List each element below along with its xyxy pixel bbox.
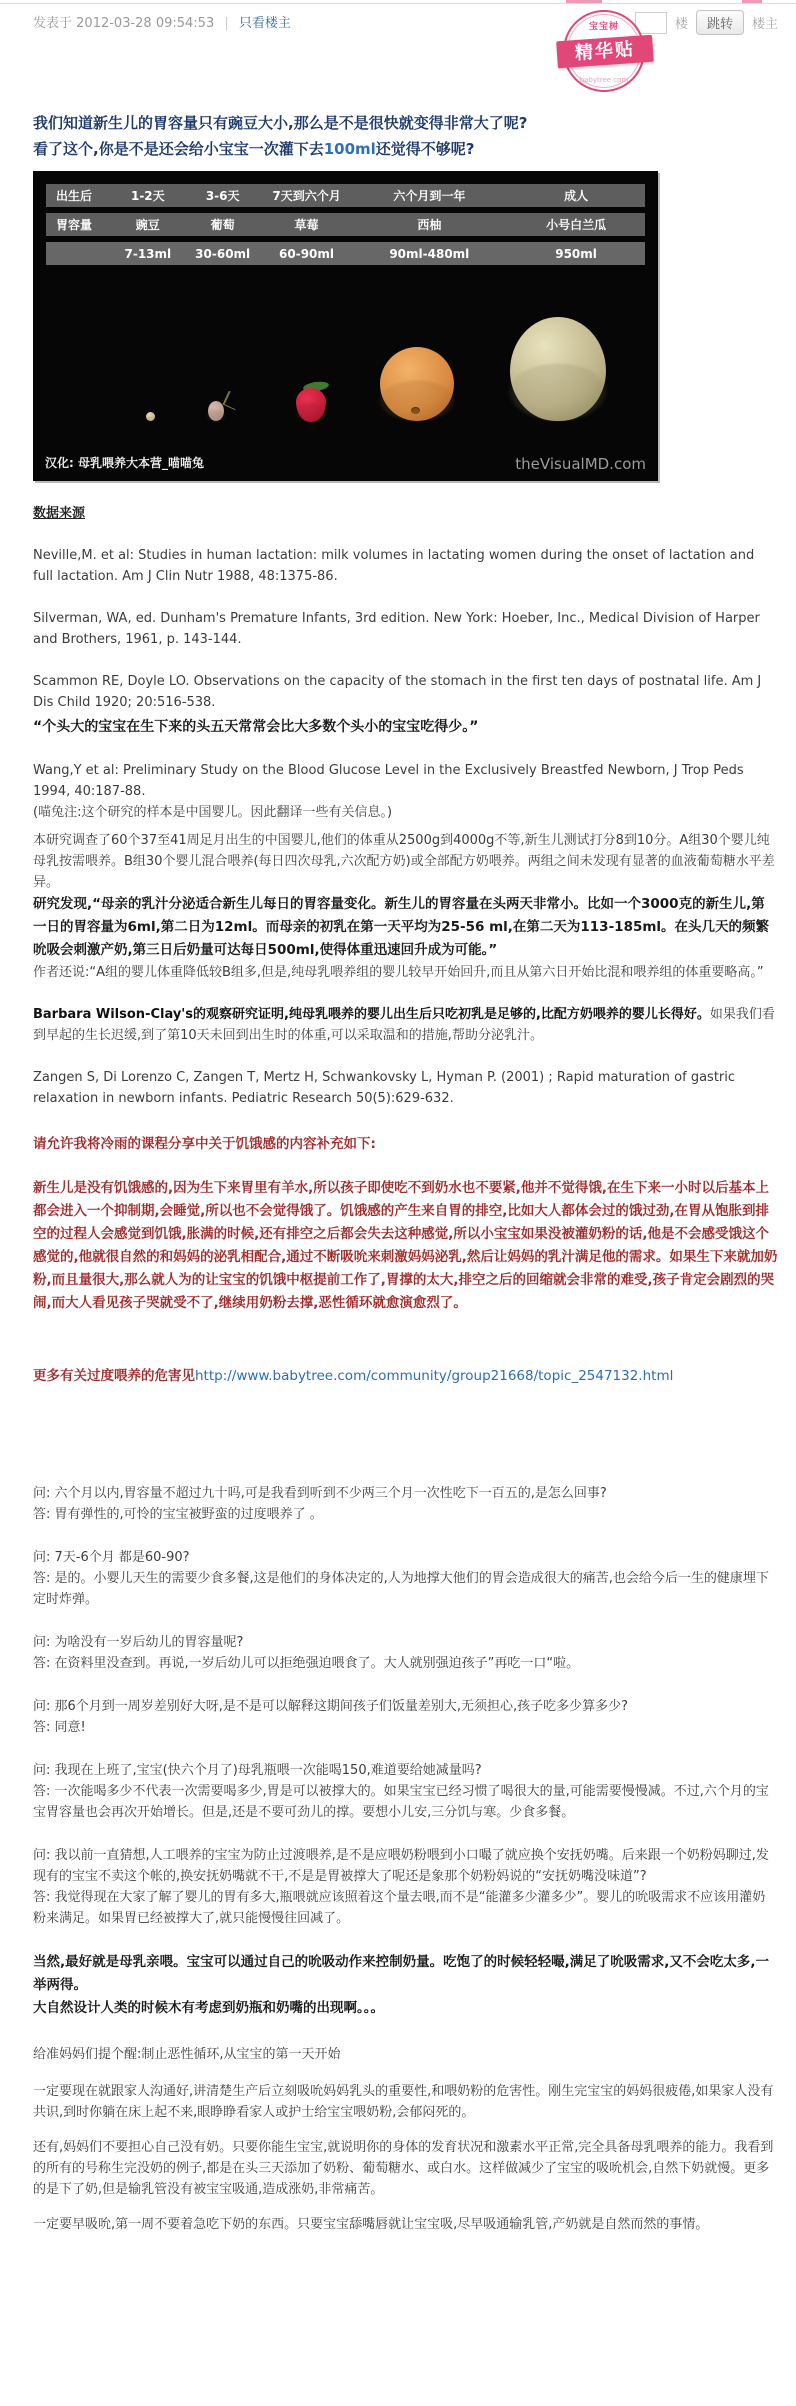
answer: 答: 一次能喝多少不代表一次需要喝多少,胃是可以被撑大的。如果宝宝已经习惯了喝很大的量,可能需要慢慢减。不过,六个月的宝宝胃容量也会再次开始增长。但是,还是不要可劲儿的撑。要想小儿安,三分饥与寒。少食多餐。: [33, 1784, 769, 1820]
table-row-age: [46, 184, 645, 207]
cell-age-3: 7天到六个月: [272, 189, 341, 203]
post-body: [33, 0, 778, 2235]
image-source-watermark: theVisualMD.com: [515, 455, 646, 473]
answer: 答: 在资料里没查到。再说,一岁后幼儿可以拒绝强迫喂食了。大人就别强迫孩子”再吃一口“啦。: [33, 1656, 580, 1671]
reference-wang: Wang,Y et al: Preliminary Study on the Blood Glucose Level in the Exclusively Breastfed Newborn, J Trop Peds 1994, 40:187-88.: [33, 763, 744, 799]
strawberry-reflection: [296, 403, 326, 422]
image-translation-credit: 汉化: 母乳喂养大本营_喵喵兔: [45, 456, 204, 470]
closing-paragraph-1: 一定要现在就跟家人沟通好,讲清楚生产后立刻吸吮妈妈乳头的重要性,和喂奶粉的危害性。刚生完宝宝的妈妈很疲倦,如果家人没有共识,到时你躺在床上起不来,眼睁睁看家人或护士给宝宝喂奶粉,会郁闷死的。: [33, 2084, 774, 2120]
cell-volume-4: 90ml-480ml: [389, 246, 470, 261]
qa-pair: [33, 1696, 778, 1738]
cell-capacity-5: 小号白兰瓜: [546, 218, 607, 232]
cell-age-4: 六个月到一年: [393, 189, 466, 203]
question: 问: 为啥没有一岁后幼儿的胃容量呢?: [33, 1635, 244, 1650]
data-sources-heading: 数据来源: [33, 506, 86, 521]
cell-capacity-label: 胃容量: [56, 218, 93, 232]
melon-reflection: [510, 364, 606, 421]
reference-scammon: Scammon RE, Doyle LO. Observations on the capacity of the stomach in the first ten days of postnatal life. Am J Dis Child 1920; 20:516-538.: [33, 674, 762, 710]
posted-label: 发表于: [33, 16, 73, 31]
qa-pair: [33, 1547, 778, 1610]
essence-post-badge: [562, 9, 646, 93]
translator-note: (喵兔注:这个研究的样本是中国婴儿。因此翻译一些有关信息。): [33, 805, 393, 820]
op-floor-label: 楼主: [751, 17, 778, 32]
question: 问: 我现在上班了,宝宝(快六个月了)母乳瓶喂一次能喝150,难道要给她减量吗?: [33, 1763, 482, 1778]
stomach-capacity-infographic: [33, 171, 658, 481]
meta-divider: |: [224, 16, 229, 31]
reference-neville: Neville,M. et al: Studies in human lactation: milk volumes in lactating women during the onset of lactation and full lactation. Am J Clin Nutr 1988, 48:1375-86.: [33, 548, 755, 584]
qa-section: [33, 1483, 778, 1929]
expecting-moms-reminder: 给准妈妈们提个醒:制止恶性循环,从宝宝的第一天开始: [33, 2047, 341, 2062]
nature-design-note: 大自然设计人类的时候木有考虑到奶瓶和奶嘴的出现啊。。。: [33, 2000, 384, 2016]
table-row-capacity: [46, 213, 645, 236]
title-line-2-post: 还觉得不够呢?: [375, 140, 475, 158]
overfeeding-harm-text: 更多有关过度喂养的危害见: [33, 1368, 195, 1384]
answer: 答: 胃有弹性的,可怜的宝宝被野蛮的过度喂养了 。: [33, 1507, 323, 1522]
title-100ml-highlight: 100ml: [323, 140, 376, 158]
author-comment-paragraph: 作者还说:“A组的婴儿体重降低较B组多,但是,纯母乳喂养组的婴儿较早开始回升,而且从第六日开始比混和喂养组的体重要略高。”: [33, 965, 764, 980]
cell-volume-5: 950ml: [555, 246, 597, 261]
only-op-link[interactable]: 只看楼主: [238, 16, 291, 31]
answer: 答: 同意!: [33, 1720, 86, 1735]
cell-age-label: 出生后: [56, 189, 93, 203]
answer: 答: 是的。小婴儿天生的需要少食多餐,这是他们的身体决定的,人为地撑大他们的胃会造成很大的痛苦,也会给今后一生的健康埋下定时炸弹。: [33, 1571, 769, 1607]
grape-stem-image: [222, 391, 241, 411]
big-babies-quote: “个头大的宝宝在生下来的头五天常常会比大多数个头小的宝宝吃得少。”: [33, 719, 479, 735]
question: 问: 那6个月到一周岁差别好大呀,是不是可以解释这期间孩子们饭量差别大,无须担心,孩子吃多少算多少?: [33, 1699, 629, 1714]
cell-capacity-1: 豌豆: [135, 218, 160, 232]
study-finding-paragraph: 研究发现,“母亲的乳汁分泌适合新生儿每日的胃容量变化。新生儿的胃容量在头两天非常小。比如一个3000克的新生儿,第一日的胃容量为6ml,第二日为12ml。而母亲的初乳在第一天平均为25-56 ml,在第二天为113-185ml。在头几天的频繁吮吸会刺激产奶,第三日后奶量可达每日500ml,使得体重迅速回升成为可能。”: [33, 896, 770, 958]
answer: 答: 我觉得现在大家了解了婴儿的胃有多大,瓶喂就应该照着这个量去喂,而不是“能灌多少灌多少”。婴儿的吮吸需求不应该用灌奶粉来满足。如果胃已经被撑大了,就只能慢慢往回减了。: [33, 1890, 766, 1926]
title-line-2-pre: 看了这个,你是不是还会给小宝宝一次灌下去: [33, 140, 324, 158]
question: 问: 我以前一直猜想,人工喂养的宝宝为防止过渡喂养,是不是应喂奶粉喂到小口嘬了就应换个安抚奶嘴。后来跟一个奶粉妈聊过,发现有的宝宝不卖这个帐的,换安抚奶嘴就不干,不是是胃被撑大了呢还是象那个奶粉妈说的“安抚奶嘴没味道”?: [33, 1848, 769, 1884]
question: 问: 六个月以内,胃容量不超过九十吗,可是我看到听到不少两三个月一次性吃下一百五的,是怎么回事?: [33, 1486, 607, 1501]
closing-paragraph-2: 还有,妈妈们不要担心自己没有奶。只要你能生宝宝,就说明你的身体的发育状况和激素水平正常,完全具备母乳喂养的能力。我看到的所有的号称生完没奶的例子,都是在头三天添加了奶粉、葡萄糖水、或白水。这样做减少了宝宝的吸吮机会,自然下奶就慢。更多的是下了奶,但是输乳管没有被宝宝吸通,造成涨奶,非常痛苦。: [33, 2140, 774, 2197]
hunger-supplement-paragraph: 新生儿是没有饥饿感的,因为生下来胃里有羊水,所以孩子即使吃不到奶水也不要紧,他并不觉得饿,在生下来一小时以后基本上都会进入一个抑制期,会睡觉,所以也不会觉得饿了。饥饿感的产生来自胃的排空,比如大人都体会过的饿过劲,在胃从饱胀到排空的过程人会感觉到饥饿,胀满的时候,还有排空之后都会失去这种感觉,所以小宝宝如果没被灌奶粉的话,他是不会感受饿这个感觉的,他就很自然的和妈妈的泌乳相配合,通过不断吸吮来刺激妈妈泌乳,然后让妈妈的乳汁满足他的需求。如果生下来就加奶粉,而且量很大,那么就人为的让宝宝的饥饿中枢提前工作了,胃撑的太大,排空之后的回缩就会非常的难受,孩子肯定会剧烈的哭闹,而大人看见孩子哭就受不了,继续用奶粉去撑,恶性循环就愈演愈烈了。: [33, 1180, 778, 1311]
badge-ribbon-label: 精华贴: [556, 35, 654, 69]
reference-silverman: Silverman, WA, ed. Dunham's Premature Infants, 3rd edition. New York: Hoeber, Inc., Medical Division of Harper and Brothers, 1961, p. 143-144.: [33, 611, 760, 647]
breastfeeding-best-note: 当然,最好就是母乳亲喂。宝宝可以通过自己的吮吸动作来控制奶量。吃饱了的时候轻轻嘬,满足了吮吸需求,又不会吃太多,一举两得。: [33, 1954, 770, 1993]
post-timestamp: 2012-03-28 09:54:53: [76, 16, 215, 31]
jump-button[interactable]: 跳转: [696, 10, 744, 35]
title-line-1: 我们知道新生儿的胃容量只有豌豆大小,那么是不是很快就变得非常大了呢?: [33, 114, 528, 132]
qa-pair: [33, 1632, 778, 1674]
study-description-paragraph: 本研究调查了60个37至41周足月出生的中国婴儿,他们的体重从2500g到4000g不等,新生儿测试打分8到10分。A组30个婴儿纯母乳按需喂养。B组30个婴儿混合喂养(每日四次母乳,六次配方奶)或全部配方奶喂养。两组之间未发现有显著的血液葡萄糖水平差异。: [33, 833, 775, 890]
title-line-2: [33, 136, 778, 162]
question: 问: 7天-6个月 都是60-90?: [33, 1550, 190, 1565]
overfeeding-topic-link[interactable]: http://www.babytree.com/community/group21668/topic_2547132.html: [195, 1368, 674, 1384]
badge-site-name: 宝宝树: [588, 22, 619, 32]
grapefruit-reflection: [380, 380, 454, 421]
qa-pair: [33, 1760, 778, 1823]
hunger-supplement-intro: 请允许我将冷雨的课程分享中关于饥饿感的内容补充如下:: [33, 1136, 376, 1152]
badge-circle: [563, 10, 645, 92]
table-row-volume: [46, 242, 645, 265]
barbara-paragraph: [33, 1004, 778, 1046]
badge-domain-text: babytree.com: [579, 76, 629, 84]
qa-pair: [33, 1483, 778, 1525]
barbara-bold-part: Barbara Wilson-Clay's的观察研究证明,纯母乳喂养的婴儿出生后只吃初乳是足够的,比配方奶喂养的婴儿长得好。: [33, 1007, 710, 1022]
closing-paragraph-3: 一定要早吸吮,第一周不要着急吃下奶的东西。只要宝宝舔嘴唇就让宝宝吸,尽早吸通输乳管,产奶就是自然而然的事情。: [33, 2217, 709, 2232]
cell-volume-1: 7-13ml: [124, 246, 172, 261]
cell-age-5: 成人: [564, 189, 589, 203]
overfeeding-harm-line: [33, 1365, 778, 1388]
pea-reflection: [146, 416, 155, 421]
cell-capacity-4: 西柚: [417, 218, 442, 232]
qa-pair: [33, 1845, 778, 1929]
floor-label: 楼: [674, 17, 688, 32]
cell-capacity-3: 草莓: [294, 218, 319, 232]
cell-age-2: 3-6天: [205, 189, 240, 203]
reference-zangen: Zangen S, Di Lorenzo C, Zangen T, Mertz H, Schwankovsky L, Hyman P. (2001) ; Rapid maturation of gastric relaxation in newborn infants. Pediatric Research 50(5):629-632.: [33, 1070, 736, 1106]
cell-age-1: 1-2天: [130, 189, 165, 203]
cell-volume-3: 60-90ml: [279, 246, 335, 261]
post-title: [33, 110, 778, 162]
cell-volume-2: 30-60ml: [195, 246, 251, 261]
cell-capacity-2: 葡萄: [210, 218, 235, 232]
barbara-rest-part: 如果我们看到早起的生长迟缓,到了第10天未回到出生时的体重,可以采取温和的措施,帮助分泌乳汁。: [33, 1007, 775, 1043]
grape-reflection: [208, 410, 224, 421]
